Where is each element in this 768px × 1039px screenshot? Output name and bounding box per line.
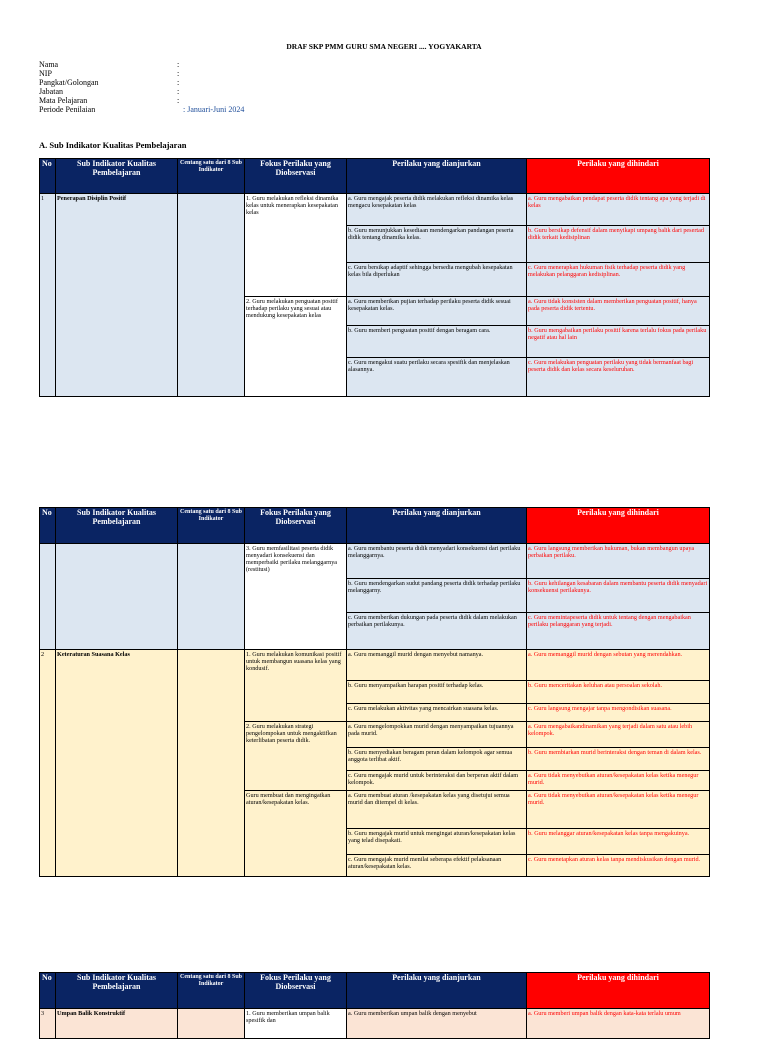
row-number [40, 544, 56, 650]
sub-indicator: Keteraturan Suasana Kelas [56, 650, 178, 877]
row-number: 2 [40, 650, 56, 877]
header-centang: Centang satu dari 8 Sub Indikator [178, 973, 245, 1009]
header-anjur: Perilaku yang dianjurkan [347, 973, 527, 1009]
recommended-behavior: a. Guru mengelompokkan murid dengan menyampaikan tujuannya pada murid. [347, 722, 527, 748]
recommended-behavior: b. Guru menyediakan beragam peran dalam kelompok agar semua anggota terlibat aktif. [347, 748, 527, 771]
recommended-behavior: c. Guru memberikan dukungan pada peserta didik dalam melakukan perbaikan perilakunya. [347, 613, 527, 650]
focus-behavior: 1. Guru melakukan komunikasi positif untuk membangun suasana kelas yang kondusif. [245, 650, 347, 722]
recommended-behavior: a. Guru memberikan umpan balik dengan menyebut [347, 1009, 527, 1039]
avoided-behavior: a. Guru tidak konsisten dalam memberikan penguatan positif, hanya pada peserta didik tertentu. [527, 297, 710, 326]
sub-indicator: Umpan Balik Konstruktif [56, 1009, 178, 1039]
identity-block [39, 61, 244, 114]
header-hindari: Perilaku yang dihindari [527, 159, 710, 194]
avoided-behavior: c. Guru memintapeserta didik untuk tentang dengan mengabaikan perilaku pelanggaran yang terjadi. [527, 613, 710, 650]
header-hindari: Perilaku yang dihindari [527, 508, 710, 544]
header-sub-indikator: Sub Indikator Kualitas Pembelajaran [56, 973, 178, 1009]
header-sub-indikator: Sub Indikator Kualitas Pembelajaran [56, 159, 178, 194]
header-centang: Centang satu dari 8 Sub Indikator [178, 159, 245, 194]
avoided-behavior: b. Guru bersikap defensif dalam menyikapi umpang balik dari pesertad didik terkait kedisiplinan [527, 226, 710, 263]
recommended-behavior: a. Guru membantu peserta didik menyadari konsekuensi dari perilaku melanggarnya. [347, 544, 527, 579]
info-label: Mata Pelajaran [39, 95, 88, 105]
checkbox-cell[interactable] [178, 194, 245, 397]
info-value-periode: : Januari-Juni 2024 [183, 104, 245, 114]
avoided-behavior: b. Guru mengabaikan perilaku positif karena terlalu fokus pada perilaku negatif atau hal lain [527, 326, 710, 358]
checkbox-cell[interactable] [178, 544, 245, 650]
header-centang: Centang satu dari 8 Sub Indikator [178, 508, 245, 544]
focus-behavior: 1. Guru memberikan umpan balik spesifik dan [245, 1009, 347, 1039]
header-anjur: Perilaku yang dianjurkan [347, 508, 527, 544]
avoided-behavior: c. Guru menetapkan aturan kelas tanpa mendiskusikan dengan murid. [527, 855, 710, 877]
avoided-behavior: b. Guru menceritakan keluhan atau persoalan sekolah. [527, 681, 710, 704]
avoided-behavior: c. Guru langsung mengajar tanpa mengondisikan suasana. [527, 704, 710, 722]
recommended-behavior: b. Guru menunjukkan kesediaan mendengarkan pandangan peserta didik tentang dinamika kelas. [347, 226, 527, 263]
header-no: No [40, 159, 56, 194]
info-row-pangkat [39, 79, 244, 88]
info-separator: : [177, 77, 180, 87]
avoided-behavior: a. Guru langsung memberikan hukuman, bukan membangun upaya perbaikan perilaku. [527, 544, 710, 579]
section-title: A. Sub Indikator Kualitas Pembelajaran [39, 140, 187, 150]
sub-indicator: Penerapan Disiplin Positif [56, 194, 178, 397]
indicator-table-3 [39, 972, 710, 1039]
info-separator: : [177, 95, 180, 105]
avoided-behavior: a. Guru memberi umpan balik dengan kata-kata terlalu umum [527, 1009, 710, 1039]
info-label: Pangkat/Golongan [39, 77, 99, 87]
recommended-behavior: a. Guru memanggil murid dengan menyebut namanya. [347, 650, 527, 681]
focus-behavior: 2. Guru melakukan strategi pengelompokan untuk mengaktifkan keterlibatan peserta didik. [245, 722, 347, 791]
recommended-behavior: b. Guru mengajak murid untuk mengingat aturan/kesepakatan kelas yang telad disepakati. [347, 829, 527, 855]
row-number: 1 [40, 194, 56, 397]
info-separator: : [177, 86, 180, 96]
avoided-behavior: a. Guru tidak menyebutkan aturan/kesepakatan kelas ketika menegur murid. [527, 791, 710, 829]
indicator-table-2 [39, 507, 710, 877]
recommended-behavior: a. Guru memberikan pujian terhadap perilaku peserta didik sesuai kesepakatan kelas. [347, 297, 527, 326]
focus-behavior: 3. Guru memfasilitasi peserta didik menyadari konsekuensi dan memperbaiki perilaku melanggarnya (restitusi) [245, 544, 347, 650]
recommended-behavior: b. Guru memberi penguatan positif dengan beragam cara. [347, 326, 527, 358]
recommended-behavior: c. Guru mengajak murid untuk berinteraksi dan berperan aktif dalam kelompok. [347, 771, 527, 791]
info-label: Nama [39, 60, 59, 69]
header-sub-indikator: Sub Indikator Kualitas Pembelajaran [56, 508, 178, 544]
info-separator: : [177, 60, 180, 69]
document-title: DRAF SKP PMM GURU SMA NEGERI .... YOGYAKARTA [286, 42, 482, 51]
avoided-behavior: b. Guru membiarkan murid berinteraksi dengan teman di dalam kelas. [527, 748, 710, 771]
sub-indicator [56, 544, 178, 650]
recommended-behavior: b. Guru mendengarkan sudut pandang peserta didik terhadap perilaku melanggarny. [347, 579, 527, 613]
header-fokus: Fokus Perilaku yang Diobservasi [245, 159, 347, 194]
info-label: Jabatan [39, 86, 63, 96]
row-number: 3 [40, 1009, 56, 1039]
recommended-behavior: c. Guru mengajak murid menilai seberapa efektif pelaksanaan aturan/kesepakatan kelas. [347, 855, 527, 877]
header-fokus: Fokus Perilaku yang Diobservasi [245, 508, 347, 544]
avoided-behavior: c. Guru menerapkan hukuman fisik terhadap peserta didik yang melakukan pelanggaran kedisiplinan. [527, 263, 710, 297]
indicator-table-1 [39, 158, 710, 397]
recommended-behavior: b. Guru menyampaikan harapan positif terhadap kelas. [347, 681, 527, 704]
info-label: NIP [39, 68, 52, 78]
header-no: No [40, 508, 56, 544]
recommended-behavior: a. Guru membuat aturan /kesepakatan kelas yang disetujui semua murid dan ditempel di kelas. [347, 791, 527, 829]
recommended-behavior: c. Guru mengakui suatu perilaku secara spesifik dan menjelaskan alasannya. [347, 358, 527, 397]
avoided-behavior: c. Guru melakukan penguatan perilaku yang tidak bermanfaat bagi peserta didik dan kelas secara keseluruhan. [527, 358, 710, 397]
header-no: No [40, 973, 56, 1009]
avoided-behavior: a. Guru mengabaikandinamikan yang terjadi dalam satu atau lebih kelompok. [527, 722, 710, 748]
avoided-behavior: a. Guru memanggil murid dengan sebutan yang merendahkan. [527, 650, 710, 681]
header-hindari: Perilaku yang dihindari [527, 973, 710, 1009]
avoided-behavior: b. Guru kehilangan kesabaran dalam membantu peserta didik menyadari konsekuensi perilakunya. [527, 579, 710, 613]
focus-behavior: 1. Guru melakukan refleksi dinamika kelas untuk menerapkan kesepakatan kelas [245, 194, 347, 297]
header-fokus: Fokus Perilaku yang Diobservasi [245, 973, 347, 1009]
info-row-nama [39, 61, 244, 70]
avoided-behavior: b. Guru melanggar aturan/kesepakatan kelas tanpa mengakuinya. [527, 829, 710, 855]
avoided-behavior: a. Guru mengabaikan pendapat peserta didik tentang apa yang terjadi di kelas [527, 194, 710, 226]
focus-behavior: Guru membuat dan mengingatkan aturan/kesepakatan kelas. [245, 791, 347, 877]
recommended-behavior: a. Guru mengajak peserta didik melakukan refleksi dinamika kelas mengacu kesepakatan kelas [347, 194, 527, 226]
focus-behavior: 2. Guru melakukan penguatan positif terhadap perilaku yang sesuai atau mendukung kesepakatan kelas [245, 297, 347, 397]
recommended-behavior: c. Guru bersikap adaptif sehingga bersedia mengubah kesepakatan kelas bila diperlukan [347, 263, 527, 297]
recommended-behavior: c. Guru melakukan aktivitas yang mencairkan suasana kelas. [347, 704, 527, 722]
info-row-periode [39, 106, 244, 115]
info-separator: : [177, 68, 180, 78]
checkbox-cell[interactable] [178, 650, 245, 877]
avoided-behavior: a. Guru tidak menyebutkan aturan/kesepakatan kelas ketika menegur murid. [527, 771, 710, 791]
info-label: Periode Penilaian [39, 104, 96, 114]
header-anjur: Perilaku yang dianjurkan [347, 159, 527, 194]
